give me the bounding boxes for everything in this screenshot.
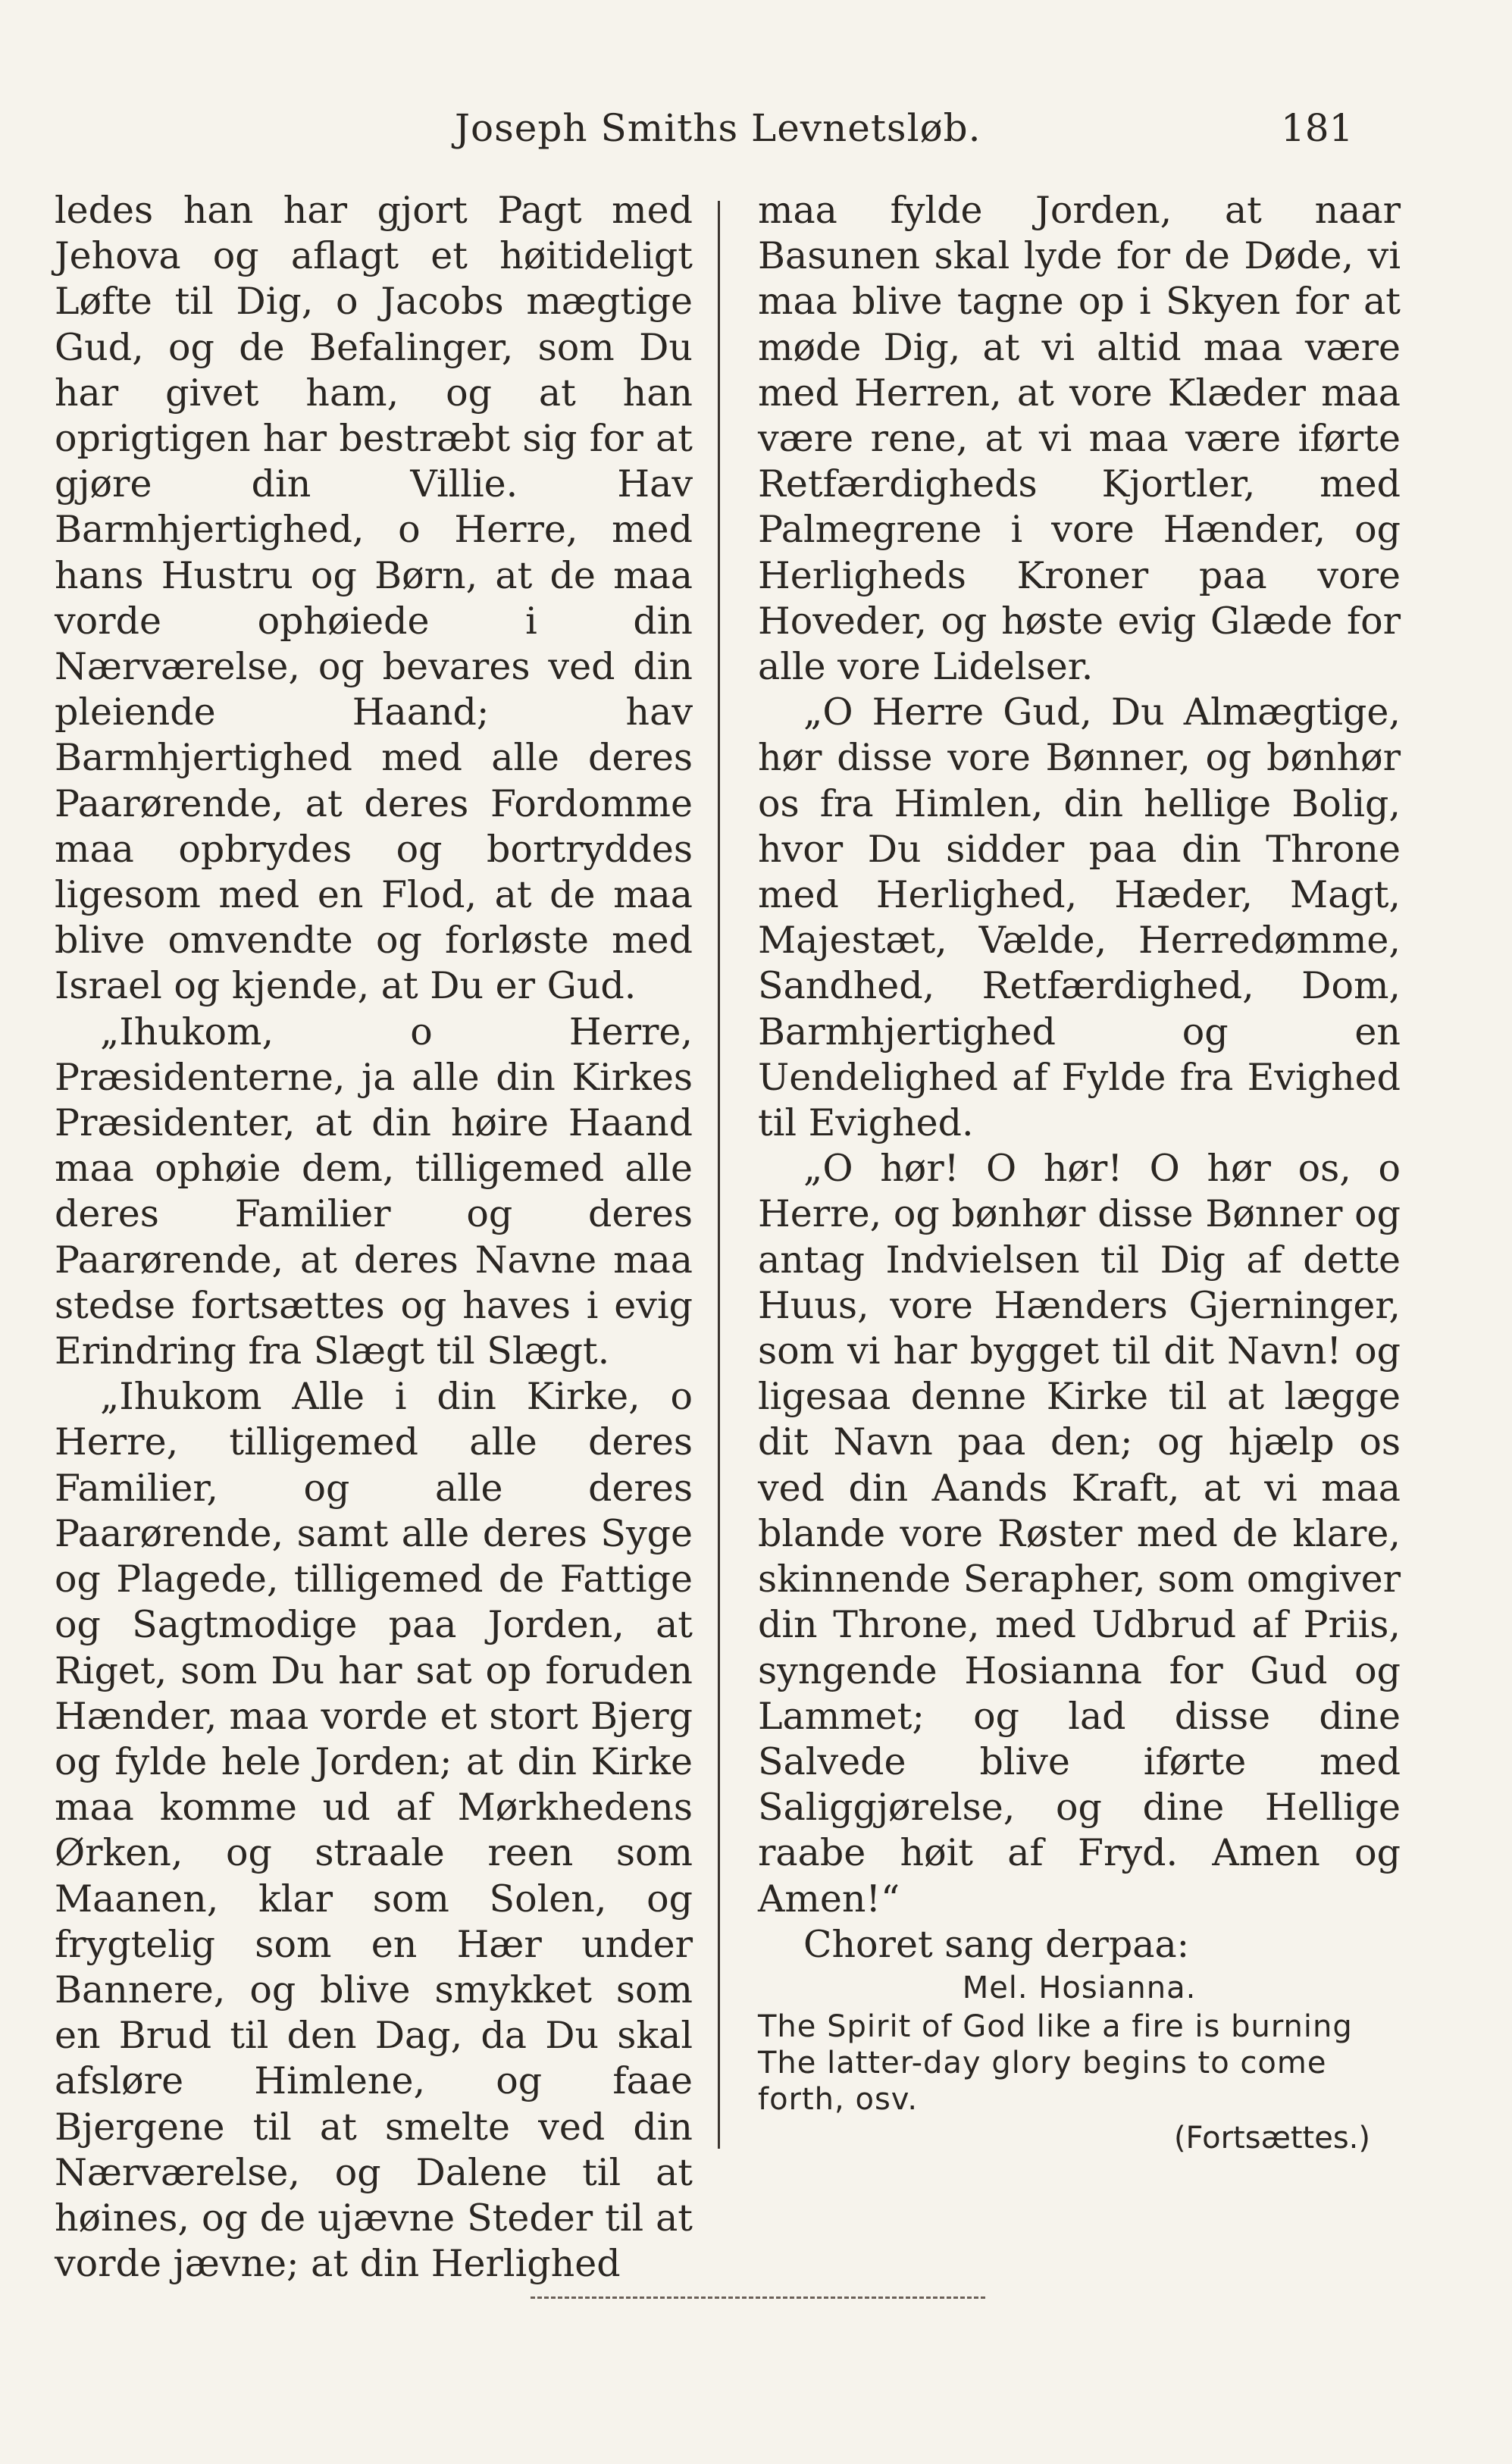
choir-intro: Choret sang derpaa: [803,1922,1190,1966]
hymn-line: The latter-day glory begins to come forth, osv. [758,2045,1327,2117]
running-title: Joseph Smiths Levnetsløb. [455,106,981,150]
bottom-rule [531,2296,985,2299]
right-column [758,188,1401,2159]
hymn-melody: Mel. Hosianna. [962,1970,1197,2005]
column-divider [718,201,720,2149]
paragraph: „O hør! O hør! O hør os, o Herre, og bønhør disse Bønner og antag Indvielsen til Dig af dette Huus, vore Hænders Gjerninger, som vi har bygget til dit Navn! og ligesaa denne Kirke til at lægge dit Navn paa den; og hjælp os ved din Aands Kraft, at vi maa blande vore Røster med de klare, skinnende Serapher, som omgiver din Throne, med Udbrud af Priis, syngende Hosianna for Gud og Lammet; og lad disse dine Salvede blive iførte med Saliggjørelse, og dine Hellige raabe høit af Fryd. Amen og Amen!“ [758,1147,1401,1921]
paragraph: „O Herre Gud, Du Almægtige, hør disse vore Bønner, og bønhør os fra Himlen, din hellige Bolig, hvor Du sidder paa din Throne med Herlighed, Hæder, Magt, Majestæt, Vælde, Herredømme, Sandhed, Retfærdighed, Dom, Barmhjertighed og en Uendelighed af Fylde fra Evighed til Evighed. [758,690,1401,1145]
paragraph: „Ihukom, o Herre, Præsidenterne, ja alle din Kirkes Præsidenter, at din høire Haand maa ophøie dem, tilligemed alle deres Familier og deres Paarørende, at deres Navne maa stedse fortsættes og haves i evig Erindring fra Slægt til Slægt. [55,1010,693,1373]
page-number: 181 [1281,106,1354,150]
running-header [0,106,1512,167]
paragraph: maa fylde Jorden, at naar Basunen skal lyde for de Døde, vi maa blive tagne op i Skyen for at møde Dig, at vi altid maa være med Herren, at vore Klæder maa være rene, at vi maa være iførte Retfærdigheds Kjortler, med Palmegrene i vore Hænder, og Herligheds Kroner paa vore Hoveder, og høste evig Glæde for alle vore Lidelser. [758,189,1401,689]
hymn-line: The Spirit of God like a fire is burning [758,2008,1353,2044]
paragraph: „Ihukom Alle i din Kirke, o Herre, tilligemed alle deres Familier, og alle deres Paarørende, samt alle deres Syge og Plagede, tilligemed de Fattige og Sagtmodige paa Jorden, at Riget, som Du har sat op foruden Hænder, maa vorde et stort Bjerg og fylde hele Jorden; at din Kirke maa komme ud af Mørkhedens Ørken, og straale reen som Maanen, klar som Solen, og frygtelig som en Hær under Bannere, og blive smykket som en Brud til den Dag, da Du skal afsløre Himlene, og faae Bjergene til at smelte ved din Nærværelse, og Dalene til at høines, og de ujævne Steder til at vorde jævne; at din Herlighed [55,1375,693,2286]
paragraph: ledes han har gjort Pagt med Jehova og aflagt et høitideligt Løfte til Dig, o Jacobs mægtige Gud, og de Befalinger, som Du har givet ham, og at han oprigtigen har bestræbt sig for at gjøre din Villie. Hav Barmhjertighed, o Herre, med hans Hustru og Børn, at de maa vorde ophøiede i din Nærværelse, og bevares ved din pleiende Haand; hav Barmhjertighed med alle deres Paarørende, at deres Fordomme maa opbrydes og bortryddes ligesom med en Flod, at de maa blive omvendte og forløste med Israel og kjende, at Du er Gud. [55,189,693,1008]
left-column [55,188,693,2287]
continued-note: (Fortsættes.) [1173,2120,1370,2156]
